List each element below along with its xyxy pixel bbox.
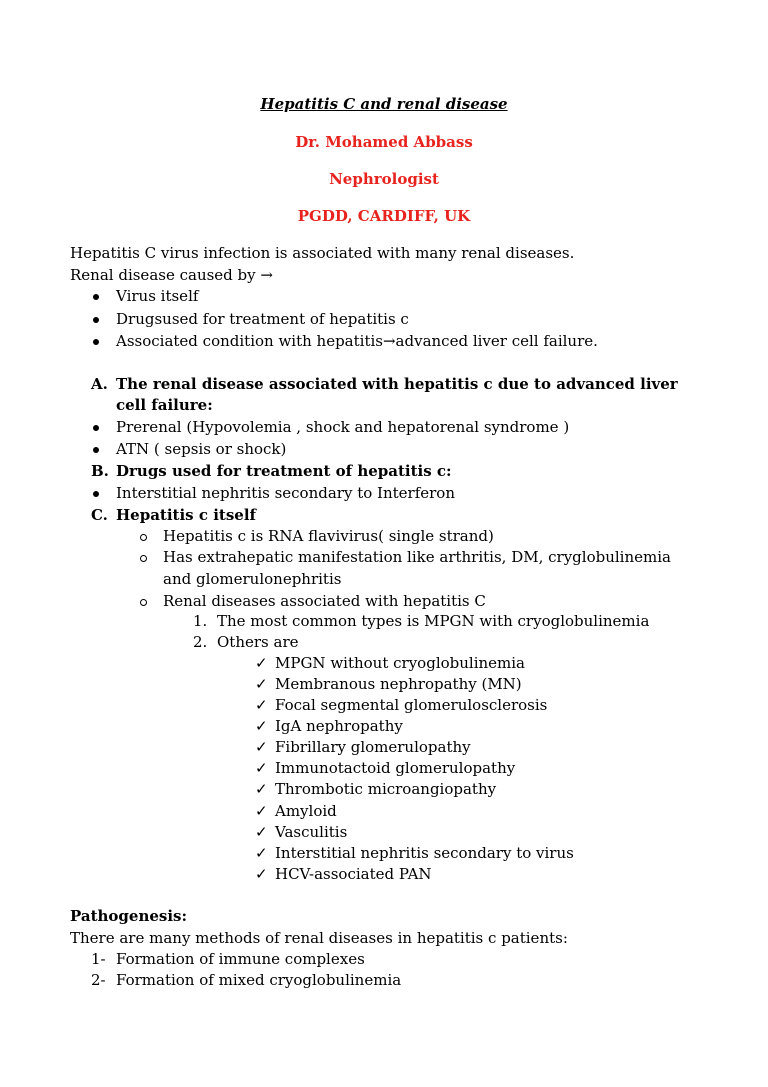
- checkmark-icon: ✓: [255, 802, 268, 820]
- section-b-heading: Drugs used for treatment of hepatitis c:: [116, 462, 452, 480]
- check-item: Immunotactoid glomerulopathy: [275, 759, 516, 777]
- section-marker: A.: [91, 375, 108, 393]
- section-a-item: Prerenal (Hypovolemia , shock and hepatorenal syndrome ): [116, 418, 570, 436]
- cause-item: Virus itself: [116, 287, 199, 305]
- check-item: Membranous nephropathy (MN): [275, 675, 522, 693]
- section-c-subitem-cont: and glomerulonephritis: [163, 570, 342, 588]
- number-marker: 2.: [193, 633, 208, 651]
- checkmark-icon: ✓: [255, 823, 268, 841]
- pathogenesis-item: Formation of mixed cryoglobulinemia: [116, 971, 402, 989]
- section-a-heading: The renal disease associated with hepatitis c due to advanced liver: [116, 375, 678, 393]
- checkmark-icon: ✓: [255, 780, 268, 798]
- document-title: Hepatitis C and renal disease: [260, 95, 508, 113]
- checkmark-icon: ✓: [255, 717, 268, 735]
- checkmark-icon: ✓: [255, 759, 268, 777]
- checkmark-icon: ✓: [255, 675, 268, 693]
- check-item: IgA nephropathy: [275, 717, 403, 735]
- pathogenesis-heading: Pathogenesis:: [70, 907, 188, 925]
- cause-item: Drugsused for treatment of hepatitis c: [116, 310, 409, 328]
- author-name: Dr. Mohamed Abbass: [295, 133, 473, 151]
- intro-causes-line: Renal disease caused by →: [70, 266, 273, 284]
- bullet-icon: [93, 309, 99, 329]
- check-item: MPGN without cryoglobulinemia: [275, 654, 526, 672]
- author-credentials: PGDD, CARDIFF, UK: [297, 207, 471, 225]
- numbered-item: The most common types is MPGN with cryoglobulinemia: [217, 612, 650, 630]
- section-b-item: Interstitial nephritis secondary to Interferon: [116, 484, 455, 502]
- bullet-icon: [93, 483, 99, 503]
- author-role: Nephrologist: [329, 170, 439, 188]
- circle-bullet-icon: [140, 591, 147, 611]
- check-item: Fibrillary glomerulopathy: [275, 738, 471, 756]
- checkmark-icon: ✓: [255, 865, 268, 883]
- check-item: HCV-associated PAN: [275, 865, 432, 883]
- check-item: Thrombotic microangiopathy: [275, 780, 497, 798]
- checkmark-icon: ✓: [255, 738, 268, 756]
- check-item: Vasculitis: [275, 823, 348, 841]
- section-a-heading-cont: cell failure:: [116, 396, 213, 414]
- cause-item: Associated condition with hepatitis→advanced liver cell failure.: [116, 332, 598, 350]
- numbered-item: Others are: [217, 633, 299, 651]
- bullet-icon: [93, 417, 99, 437]
- intro-line: Hepatitis C virus infection is associated with many renal diseases.: [70, 244, 575, 262]
- section-c-subitem: Has extrahepatic manifestation like arthritis, DM, cryglobulinemia: [163, 548, 671, 566]
- number-marker: 1.: [193, 612, 208, 630]
- check-item: Focal segmental glomerulosclerosis: [275, 696, 548, 714]
- section-c-subitem: Renal diseases associated with hepatitis C: [163, 592, 486, 610]
- section-c-heading: Hepatitis c itself: [116, 506, 256, 524]
- pathogenesis-item: Formation of immune complexes: [116, 950, 365, 968]
- bullet-icon: [93, 286, 99, 306]
- circle-bullet-icon: [140, 547, 147, 567]
- number-marker: 2-: [91, 971, 106, 989]
- checkmark-icon: ✓: [255, 696, 268, 714]
- section-c-subitem: Hepatitis c is RNA flavivirus( single strand): [163, 527, 494, 545]
- checkmark-icon: ✓: [255, 844, 268, 862]
- number-marker: 1-: [91, 950, 106, 968]
- check-item: Amyloid: [275, 802, 337, 820]
- bullet-icon: [93, 331, 99, 351]
- bullet-icon: [93, 439, 99, 459]
- check-item: Interstitial nephritis secondary to virus: [275, 844, 574, 862]
- checkmark-icon: ✓: [255, 654, 268, 672]
- pathogenesis-intro: There are many methods of renal diseases in hepatitis c patients:: [70, 929, 568, 947]
- circle-bullet-icon: [140, 526, 147, 546]
- section-marker: C.: [91, 506, 108, 524]
- section-a-item: ATN ( sepsis or shock): [116, 440, 287, 458]
- section-marker: B.: [91, 462, 109, 480]
